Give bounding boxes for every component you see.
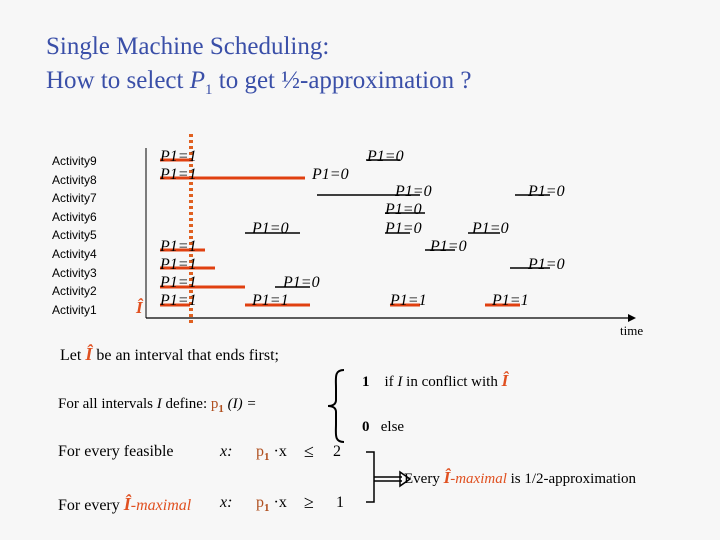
activity-label: Activity9 [52, 154, 97, 168]
maximal-rhs: 1 [336, 494, 344, 511]
p-label: P1=0 [528, 183, 565, 200]
title-line1: Single Machine Scheduling: [46, 33, 330, 60]
curly-brace [324, 368, 348, 444]
p-label: P1=1 [252, 292, 289, 309]
case-zero: 0 else [362, 419, 405, 435]
p-label: P1=1 [160, 166, 197, 183]
time-axis-arrow [628, 314, 636, 322]
p-label: P1=1 [492, 292, 529, 309]
p-label: P1=0 [430, 238, 467, 255]
definition-line: For all intervals I define: $p_1$ (I) = [58, 396, 257, 415]
title-line2: How to select $P_1$ to get ½-approximation ? [46, 67, 472, 98]
activity-label: Activity3 [52, 265, 97, 280]
activity-label: Activity1 [52, 302, 97, 317]
p-label: P1=1 [160, 274, 197, 291]
activity-label: Activity2 [52, 284, 97, 299]
p-label: P1=1 [160, 292, 197, 309]
feasible-label: For every feasible [58, 443, 174, 460]
p-label: P1=0 [283, 274, 320, 291]
feasible-rhs: 2 [333, 443, 341, 460]
maximal-x: x: [220, 494, 233, 511]
activity-label: Activity7 [52, 191, 97, 206]
p-label: P1=0 [367, 148, 404, 165]
p-label: P1=0 [528, 256, 565, 273]
maximal-expr: $p_1 \cdot x$ [256, 494, 287, 515]
p-label: P1=0 [385, 220, 422, 237]
p-label: P1=0 [472, 220, 509, 237]
feasible-x: x: [220, 443, 233, 460]
activity-label: Activity5 [52, 228, 97, 243]
conclusion: Every Î-maximal is 1/2-approximation [404, 468, 637, 487]
let-line: Let Î be an interval that ends first; [60, 344, 279, 364]
activity-label: Activity8 [52, 172, 97, 187]
p-label: P1=1 [160, 256, 197, 273]
activity-label: Activity4 [52, 246, 97, 261]
p-label: P1=1 [160, 148, 197, 165]
p-label: P1=0 [252, 220, 289, 237]
p-label: P1=0 [395, 183, 432, 200]
p-label: P1=0 [385, 201, 422, 218]
p-label: P1=1 [160, 238, 197, 255]
feasible-expr: $p_1 \cdot x$ [256, 443, 287, 464]
feasible-op: ≤ [304, 441, 314, 461]
time-label: time [620, 323, 644, 338]
p-label: P1=1 [390, 292, 427, 309]
maximal-label: For every Î-maximal [58, 494, 192, 514]
i-hat-label: Î [136, 298, 143, 317]
maximal-op: ≥ [304, 492, 314, 512]
case-one: 1 if I in conflict with Î [362, 371, 509, 390]
p-label: P1=0 [312, 166, 349, 183]
activity-label: Activity6 [52, 209, 97, 224]
